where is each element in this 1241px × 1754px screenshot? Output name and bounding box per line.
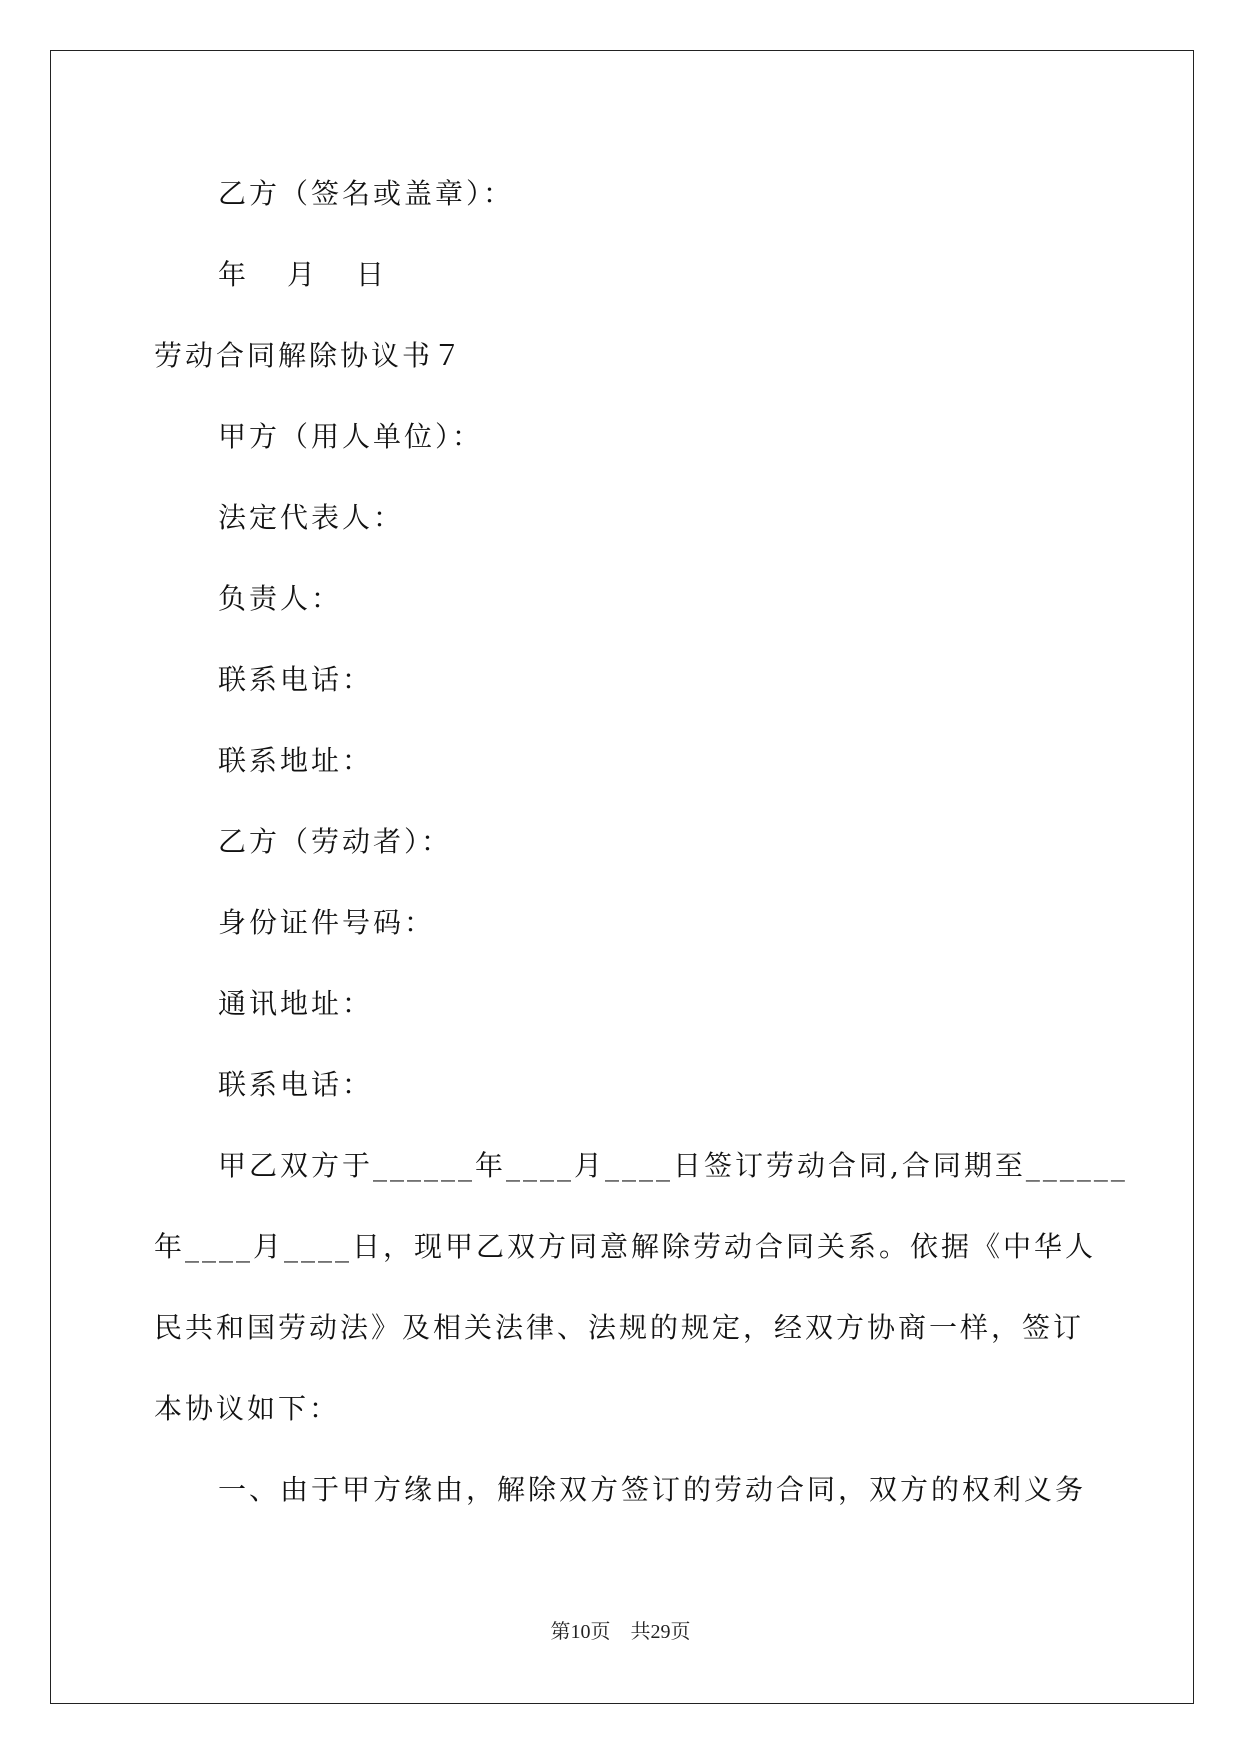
body-paragraph-line-4: 本协议如下：	[154, 1392, 341, 1425]
page-number-current: 第10页	[550, 1621, 611, 1643]
body-paragraph-line-3: 民共和国劳动法》及相关法律、法规的规定，经双方协商一样，签订	[154, 1311, 1085, 1344]
date-year-label: 年	[218, 258, 250, 291]
party-a-phone-line: 联系电话：	[218, 663, 374, 696]
id-number-line: 身份证件号码：	[218, 906, 436, 939]
page-border	[50, 50, 1194, 1704]
body-paragraph-line-1: 甲乙双方于______年____月____日签订劳动合同,合同期至______	[218, 1149, 1128, 1182]
date-month-label: 月	[287, 258, 319, 291]
party-a-employer-line: 甲方（用人单位）：	[218, 420, 484, 453]
section-title: 劳动合同解除协议书７	[154, 339, 465, 372]
party-a-address-line: 联系地址：	[218, 744, 374, 777]
legal-representative-line: 法定代表人：	[218, 501, 405, 534]
party-b-worker-line: 乙方（劳动者）：	[218, 825, 453, 858]
signature-date-line	[218, 257, 387, 293]
page-number-total: 共29页	[630, 1621, 691, 1643]
party-b-signature-line: 乙方（签名或盖章）：	[218, 177, 515, 210]
person-in-charge-line: 负责人：	[218, 582, 343, 615]
party-b-phone-line: 联系电话：	[218, 1068, 374, 1101]
date-day-label: 日	[356, 258, 388, 291]
mailing-address-line: 通讯地址：	[218, 987, 374, 1020]
page-footer	[0, 1620, 1241, 1644]
body-paragraph-line-2: 年____月____日，现甲乙双方同意解除劳动合同关系。依据《中华人	[154, 1230, 1097, 1263]
clause-one-line: 一、由于甲方缘由，解除双方签订的劳动合同，双方的权利义务	[218, 1473, 1087, 1506]
